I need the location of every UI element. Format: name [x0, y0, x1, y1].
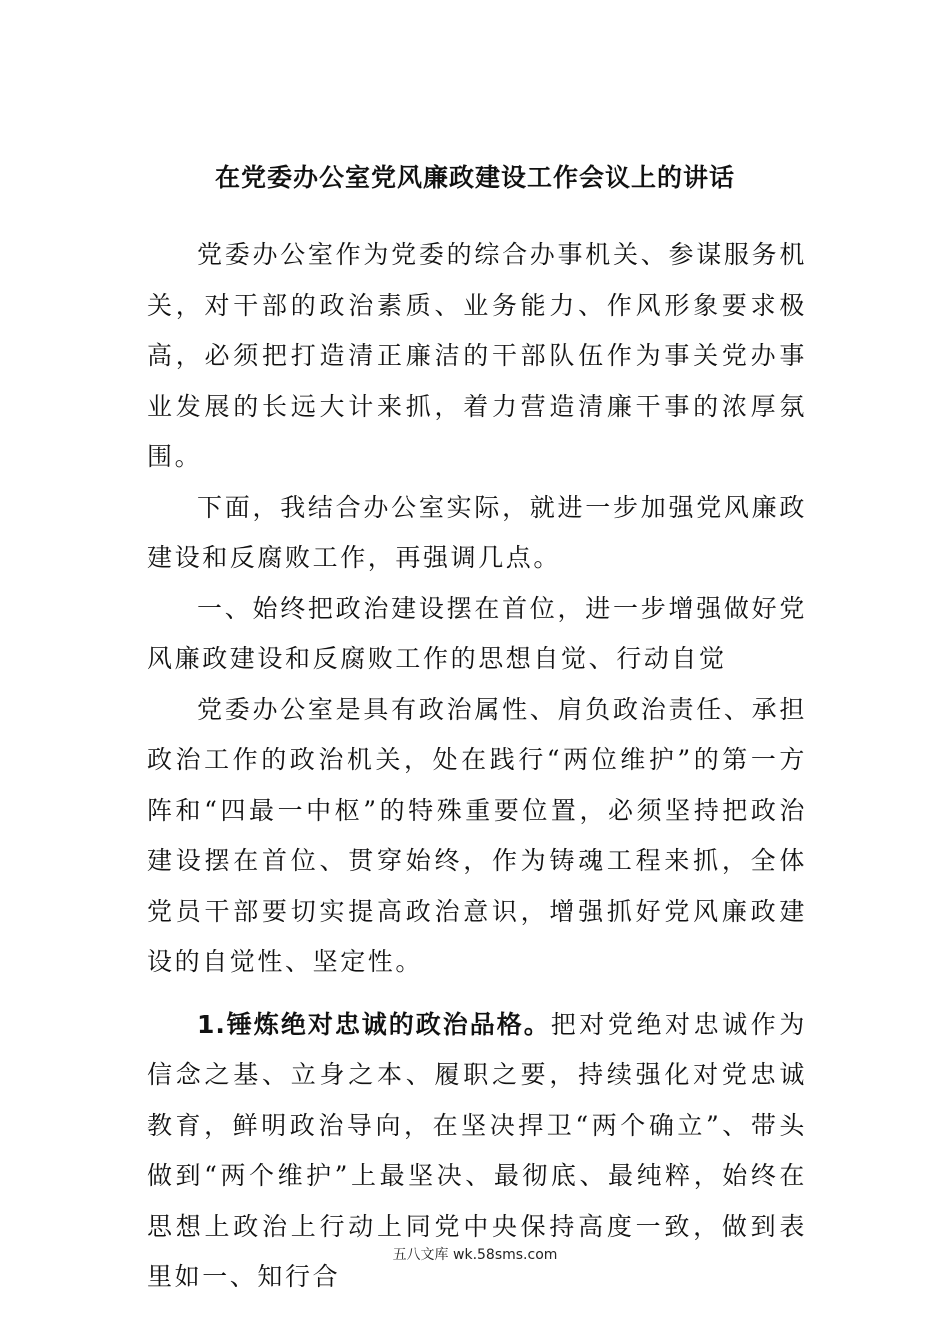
paragraph-transition: 下面，我结合办公室实际，就进一步加强党风廉政建设和反腐败工作，再强调几点。 — [147, 492, 807, 572]
document-body — [147, 230, 807, 1303]
footer-watermark: 五八文库 wk.58sms.com — [392, 1247, 558, 1263]
point-1-heading: 1.锤炼绝对忠诚的政治品格。 — [197, 1009, 551, 1039]
point-1-text: 把对党绝对忠诚作为信念之基、立身之本、履职之要，持续强化对党忠诚教育，鲜明政治导向，在坚决捍卫“两个确立”、带头做到“两个维护”上最坚决、最彻底、最纯粹，始终在思想上政治上行动上同党中央保持高度一致，做到表里如一、知行合 — [147, 1009, 807, 1291]
paragraph-intro: 党委办公室作为党委的综合办事机关、参谋服务机关，对干部的政治素质、业务能力、作风形象要求极高，必须把打造清正廉洁的干部队伍作为事关党办事业发展的长远大计来抓，着力营造清廉干事的浓厚氛围。 — [147, 240, 807, 471]
paragraph-section-1: 党委办公室是具有政治属性、肩负政治责任、承担政治工作的政治机关，处在践行“两位维护”的第一方阵和“四最一中枢”的特殊重要位置，必须坚持把政治建设摆在首位、贯穿始终，作为铸魂工程来抓，全体党员干部要切实提高政治意识，增强抓好党风廉政建设的自觉性、坚定性。 — [147, 694, 807, 976]
section-heading-1: 一、始终把政治建设摆在首位，进一步增强做好党风廉政建设和反腐败工作的思想自觉、行动自觉 — [147, 593, 807, 673]
document-title: 在党委办公室党风廉政建设工作会议上的讲话 — [214, 163, 735, 192]
